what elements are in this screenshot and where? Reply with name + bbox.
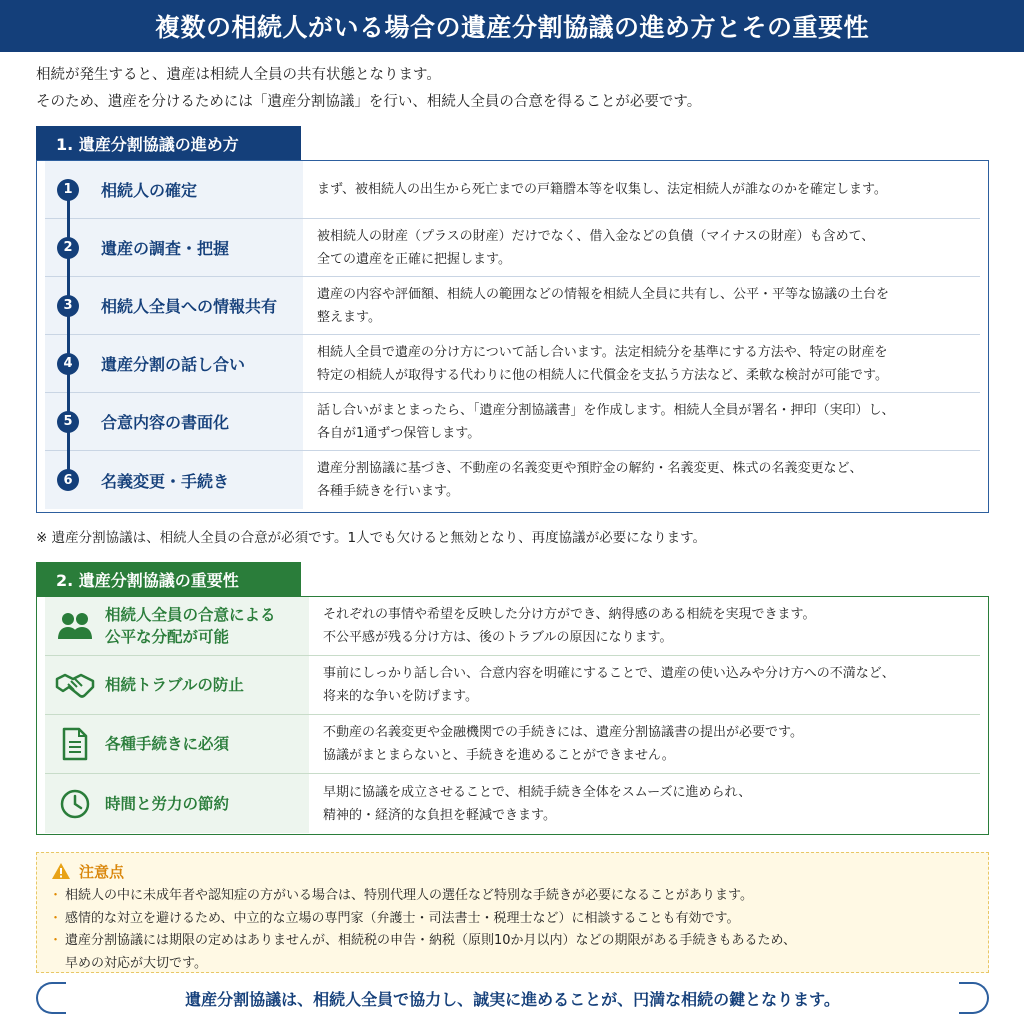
handshake-icon <box>45 671 105 699</box>
section1-steps-box <box>36 160 989 513</box>
importance-desc: 不公平感が残る分け方は、後のトラブルの原因になります。 <box>323 630 673 645</box>
step-row-4 <box>45 335 980 393</box>
intro-text <box>36 62 701 116</box>
bracket-right <box>959 982 989 1014</box>
step-desc: まず、被相続人の出生から死亡までの戸籍謄本等を収集し、法定相続人が誰なのかを確定します。 <box>317 182 887 197</box>
importance-label: 公平な分配が可能 <box>105 628 230 646</box>
importance-row-1 <box>45 597 980 656</box>
caution-item: ・ 遺産分割協議には期限の定めはありませんが、相続税の申告・納税（原則10か月以内）などの期限がある手続きもあるため、 <box>51 930 974 953</box>
importance-desc: 事前にしっかり話し合い、合意内容を明確にすることで、遺産の使い込みや分け方への不満など、 <box>323 666 895 681</box>
step-desc: 被相続人の財産（プラスの財産）だけでなく、借入金などの負債（マイナスの財産）も含めて、 <box>317 228 875 244</box>
importance-label: 相続トラブルの防止 <box>105 676 244 694</box>
step-desc: 遺産分割協議に基づき、不動産の名義変更や預貯金の解約・名義変更、株式の名義変更など、 <box>317 461 863 476</box>
bracket-left <box>36 982 66 1014</box>
section2-importance-box <box>36 596 989 835</box>
step-desc: 各自が1通ずつ保管します。 <box>317 425 481 441</box>
step-label: 遺産の調査・把握 <box>101 239 230 258</box>
section2-heading: 2. 遺産分割協議の重要性 <box>36 562 301 596</box>
step-label: 遺産分割の話し合い <box>101 355 246 374</box>
warning-icon <box>51 862 71 880</box>
caution-list <box>51 885 974 975</box>
step-row-1 <box>45 161 980 219</box>
footer-message <box>36 982 989 1014</box>
importance-row-4 <box>45 774 980 833</box>
step-label: 名義変更・手続き <box>101 471 230 491</box>
step-desc: 整えます。 <box>317 309 381 325</box>
step-row-2 <box>45 219 980 277</box>
clock-icon <box>45 788 105 820</box>
step-label: 相続人の確定 <box>101 181 198 200</box>
importance-desc: 不動産の名義変更や金融機関での手続きには、遺産分割協議書の提出が必要です。 <box>323 725 803 740</box>
page-title: 複数の相続人がいる場合の遺産分割協議の進め方とその重要性 <box>0 0 1024 52</box>
step-number-badge: 6 <box>57 469 79 491</box>
step-desc: 遺産の内容や評価額、相続人の範囲などの情報を相続人全員に共有し、公平・平等な協議の土台を <box>317 286 890 302</box>
section1-heading: 1. 遺産分割協議の進め方 <box>36 126 301 160</box>
step-row-5 <box>45 393 980 451</box>
agreement-note: ※ 遺産分割協議は、相続人全員の合意が必須です。1人でも欠けると無効となり、再度協議が必要になります。 <box>36 530 707 546</box>
step-desc: 特定の相続人が取得する代わりに他の相続人に代償金を支払う方法など、柔軟な検討が可能です。 <box>317 367 888 383</box>
step-number-badge: 1 <box>57 179 79 201</box>
step-number-badge: 2 <box>57 237 79 259</box>
importance-label: 各種手続きに必須 <box>105 735 230 753</box>
importance-desc: 協議がまとまらないと、手続きを進めることができません。 <box>323 748 675 763</box>
step-row-6 <box>45 451 980 509</box>
intro-line-1: 相続が発生すると、遺産は相続人全員の共有状態となります。 <box>36 67 441 83</box>
importance-desc: 精神的・経済的な負担を軽減できます。 <box>323 807 556 823</box>
caution-item: ・ 感情的な対立を避けるため、中立的な立場の専門家（弁護士・司法書士・税理士など）に相談することも有効です。 <box>51 908 974 931</box>
footer-text: 遺産分割協議は、相続人全員で協力し、誠実に進めることが、円満な相続の鍵となります。 <box>185 989 840 1009</box>
caution-item-continued: 早めの対応が大切です。 <box>65 955 207 971</box>
step-label: 相続人全員への情報共有 <box>101 297 278 316</box>
people-icon <box>45 611 105 641</box>
step-number-badge: 5 <box>57 411 79 433</box>
importance-label: 時間と労力の節約 <box>105 794 230 813</box>
step-desc: 全ての遺産を正確に把握します。 <box>317 251 511 267</box>
importance-row-3 <box>45 715 980 774</box>
importance-desc: 早期に協議を成立させることで、相続手続き全体をスムーズに進められ、 <box>323 784 752 800</box>
importance-row-2 <box>45 656 980 715</box>
step-row-3 <box>45 277 980 335</box>
step-desc: 相続人全員で遺産の分け方について話し合います。法定相続分を基準にする方法や、特定の財産を <box>317 344 888 360</box>
step-desc: 話し合いがまとまったら、「遺産分割協議書」を作成します。相続人全員が署名・押印（実印）し、 <box>317 402 895 418</box>
step-number-badge: 3 <box>57 295 79 317</box>
document-icon <box>45 727 105 761</box>
step-desc: 各種手続きを行います。 <box>317 484 459 499</box>
importance-desc: 将来的な争いを防げます。 <box>323 689 478 704</box>
importance-label: 相続人全員の合意による <box>105 606 276 624</box>
importance-desc: それぞれの事情や希望を反映した分け方ができ、納得感のある相続を実現できます。 <box>323 607 816 622</box>
caution-heading: 注意点 <box>79 862 125 881</box>
caution-box <box>36 852 989 973</box>
timeline-line <box>67 183 70 483</box>
intro-line-2: そのため、遺産を分けるためには「遺産分割協議」を行い、相続人全員の合意を得ることが必要です。 <box>36 94 702 110</box>
caution-item: ・ 相続人の中に未成年者や認知症の方がいる場合は、特別代理人の選任など特別な手続きが必要になることがあります。 <box>51 885 974 908</box>
step-label: 合意内容の書面化 <box>101 413 230 432</box>
step-number-badge: 4 <box>57 353 79 375</box>
